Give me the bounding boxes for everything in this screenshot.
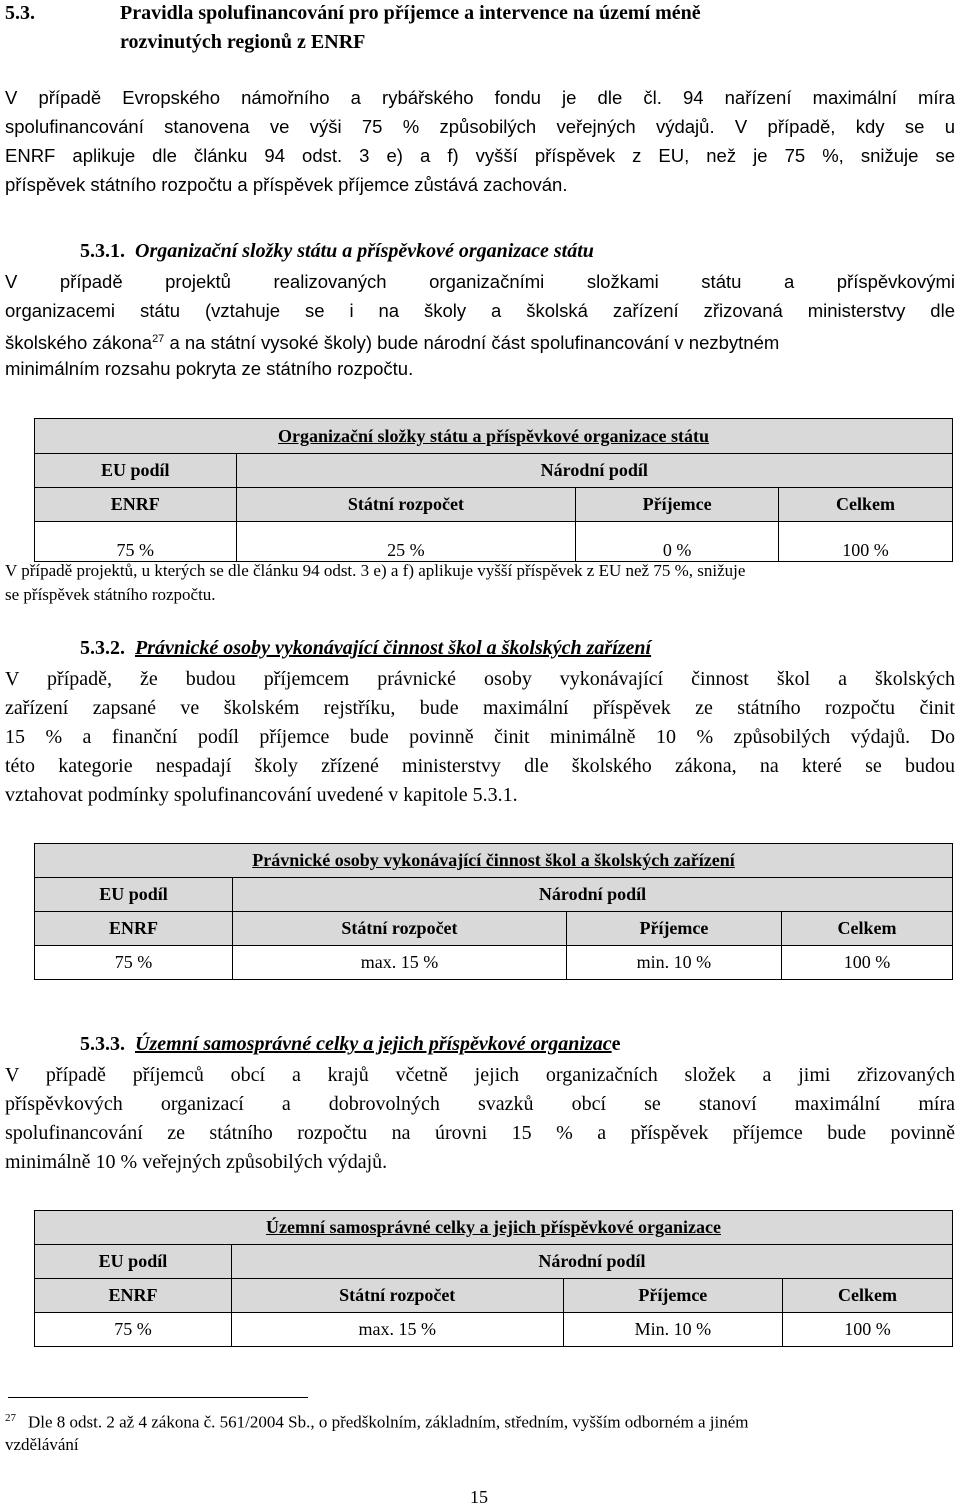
intro-line-3: ENRF aplikuje dle článku 94 odst. 3 e) a f) vyšší příspěvek z EU, než je 75 %, snižuje se xyxy=(5,145,955,166)
subsection-heading-531 xyxy=(80,240,594,263)
cell-state-budget: max. 15 % xyxy=(233,946,567,980)
footnote-line-1: Dle 8 odst. 2 až 4 zákona č. 561/2004 Sb., o předškolním, základním, středním, vyšším odborném a jiném xyxy=(28,1412,749,1432)
table-caption: Organizační složky státu a příspěvkové organizace státu xyxy=(35,419,953,454)
cell-recipient: min. 10 % xyxy=(566,946,781,980)
national-share-label: Národní podíl xyxy=(236,454,952,488)
subsection-title: Organizační složky státu a příspěvkové organizace státu xyxy=(135,240,594,262)
subsection-heading-532 xyxy=(80,637,651,660)
footnote-ref: 27 xyxy=(152,333,165,345)
eu-share-label: EU podíl xyxy=(35,878,233,912)
col-header-total: Celkem xyxy=(781,912,952,946)
s2-line-1: V případě, že budou příjemcem právnické osoby vykonávající činnost škol a školských xyxy=(5,668,955,690)
col-header-recipient: Příjemce xyxy=(566,912,781,946)
cell-state-budget: max. 15 % xyxy=(231,1313,563,1347)
col-header-enrf: ENRF xyxy=(35,1279,232,1313)
eu-share-label: EU podíl xyxy=(35,454,237,488)
col-header-state-budget: Státní rozpočet xyxy=(231,1279,563,1313)
section-title-line1: Pravidla spolufinancování pro příjemce a intervence na území méně xyxy=(120,2,701,24)
s1-line-2: organizacemi státu (vztahuje se i na školy a školská zařízení zřizovaná ministerstvy dle xyxy=(5,300,955,321)
s1-line-3a: školského zákona xyxy=(5,332,153,354)
subsection-title-tail: e xyxy=(611,1033,621,1055)
cell-recipient: Min. 10 % xyxy=(563,1313,782,1347)
s2-line-3: 15 % a finanční podíl příjemce bude povinně činit minimálně 10 % způsobilých výdajů. Do xyxy=(5,726,955,748)
table-531 xyxy=(34,418,953,562)
col-header-state-budget: Státní rozpočet xyxy=(233,912,567,946)
cell-total: 100 % xyxy=(781,946,952,980)
cell-state-budget: 25 % xyxy=(236,522,576,562)
table-caption: Právnické osoby vykonávající činnost škol a školských zařízení xyxy=(35,844,953,878)
cell-enrf: 75 % xyxy=(35,1313,232,1347)
intro-line-4: příspěvek státního rozpočtu a příspěvek příjemce zůstává zachován. xyxy=(5,174,568,195)
s3-line-2: příspěvkových organizací a dobrovolných svazků obcí se stanoví maximální míra xyxy=(5,1093,955,1115)
subsection-title: Právnické osoby vykonávající činnost škol a školských zařízení xyxy=(135,637,652,659)
footnote xyxy=(5,1405,955,1436)
page-number: 15 xyxy=(470,1487,488,1507)
col-header-total: Celkem xyxy=(783,1279,953,1313)
s3-line-3: spolufinancování ze státního rozpočtu na úrovni 15 % a příspěvek příjemce bude povinně xyxy=(5,1122,955,1144)
cell-total: 100 % xyxy=(783,1313,953,1347)
subsection-heading-533 xyxy=(80,1033,621,1056)
cell-enrf: 75 % xyxy=(35,946,233,980)
section-number: 5.3. xyxy=(5,2,35,24)
col-header-recipient: Příjemce xyxy=(563,1279,782,1313)
s1-note-line-1: V případě projektů, u kterých se dle článku 94 odst. 3 e) a f) aplikuje vyšší příspěvek z EU než 75 %, snižuje xyxy=(5,561,746,580)
s1-line-3 xyxy=(5,325,955,357)
s1-line-4: minimálním rozsahu pokryta ze státního rozpočtu. xyxy=(5,358,414,379)
s3-line-4: minimálně 10 % veřejných způsobilých výdajů. xyxy=(5,1151,388,1173)
subsection-number: 5.3.2. xyxy=(80,637,125,659)
national-share-label: Národní podíl xyxy=(231,1245,952,1279)
intro-line-2: spolufinancování stanovena ve výši 75 % způsobilých veřejných výdajů. V případě, kdy se u xyxy=(5,116,955,137)
col-header-enrf: ENRF xyxy=(35,488,237,522)
subsection-number: 5.3.1. xyxy=(80,240,125,262)
section-title-line2: rozvinutých regionů z ENRF xyxy=(120,31,366,53)
s3-line-1: V případě příjemců obcí a krajů včetně jejich organizačních složek a jimi zřizovaných xyxy=(5,1064,955,1086)
eu-share-label: EU podíl xyxy=(35,1245,232,1279)
s2-line-2: zařízení zapsané ve školském rejstříku, bude maximální příspěvek ze státního rozpočtu činit xyxy=(5,697,955,719)
s2-line-5: vztahovat podmínky spolufinancování uvedené v kapitole 5.3.1. xyxy=(5,784,518,806)
s1-line-1: V případě projektů realizovaných organizačními složkami státu a příspěvkovými xyxy=(5,271,955,292)
col-header-recipient: Příjemce xyxy=(576,488,779,522)
col-header-total: Celkem xyxy=(779,488,953,522)
cell-enrf: 75 % xyxy=(35,522,237,562)
cell-total: 100 % xyxy=(779,522,953,562)
col-header-state-budget: Státní rozpočet xyxy=(236,488,576,522)
footnote-separator xyxy=(8,1397,308,1398)
table-533 xyxy=(34,1210,953,1347)
footnote-number: 27 xyxy=(5,1412,16,1424)
cell-recipient: 0 % xyxy=(576,522,779,562)
s2-line-4: této kategorie nespadají školy zřízené ministerstvy dle školského zákona, na které se budou xyxy=(5,755,955,777)
subsection-title: Územní samosprávné celky a jejich příspěvkové organizac xyxy=(135,1033,612,1055)
table-caption: Územní samosprávné celky a jejich příspěvkové organizace xyxy=(35,1211,953,1245)
footnote-line-2: vzdělávání xyxy=(5,1435,79,1454)
intro-line-1: V případě Evropského námořního a rybářského fondu je dle čl. 94 nařízení maximální míra xyxy=(5,87,955,108)
col-header-enrf: ENRF xyxy=(35,912,233,946)
s1-line-3b: a na státní vysoké školy) bude národní část spolufinancování v nezbytném xyxy=(164,332,780,354)
national-share-label: Národní podíl xyxy=(233,878,953,912)
s1-note-line-2: se příspěvek státního rozpočtu. xyxy=(5,585,216,604)
table-532 xyxy=(34,843,953,980)
subsection-number: 5.3.3. xyxy=(80,1033,125,1055)
